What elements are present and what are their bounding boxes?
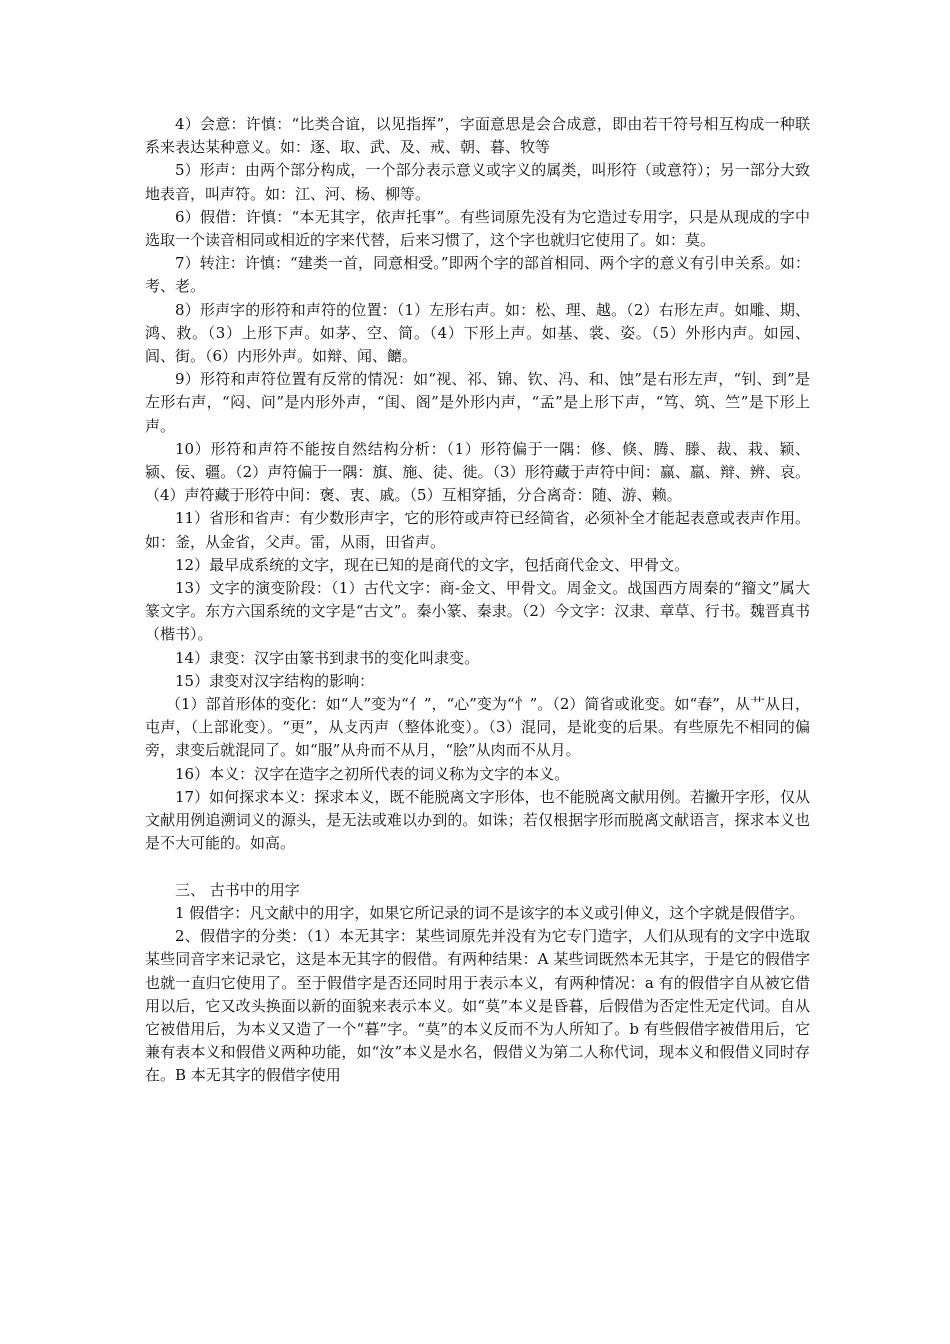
paragraph-17: 17）如何探求本义：探求本义，既不能脱离文字形体，也不能脱离文献用例。若撇开字形，仅从文献用例追溯词义的源头，是无法或难以办到的。如诛；若仅根据字形而脱离文献语言，探求本义也是不大可能的。如高。	[145, 787, 810, 853]
paragraph-14: 14）隶变：汉字由篆书到隶书的变化叫隶变。	[175, 648, 480, 667]
paragraph-13: 13）文字的演变阶段：（1）古代文字：商-金文、甲骨文。周金文。战国西方周秦的“籀文”属大篆文字。东方六国系统的文字是“古文”。秦小篆、秦隶。（2）今文字：汉隶、章草、行书。魏晋真书（楷书）。	[145, 579, 810, 644]
paragraph-6: 6）假借：许慎：“本无其字，依声托事”。有些词原先没有为它造过专用字，只是从现成的字中选取一个读音相同或相近的字来代替，后来习惯了，这个字也就归它使用了。如：莫。	[145, 207, 810, 250]
paragraph-9: 9）形符和声符位置有反常的情况：如“视、祁、锦、钦、冯、和、蚀”是右形左声，“钊、到”是左形右声，“闷、问”是内形外声，“闺、阁”是外形内声，“孟”是上形下声，“笃、筑、竺”是下形上声。	[145, 370, 810, 435]
paragraph-4: 4）会意：许慎：“比类合谊，以见指挥”，字面意思是会合成意，即由若干符号相互构成一种联系来表达某种意义。如：逐、取、武、及、戒、朝、暮、牧等	[145, 115, 810, 157]
section-paragraph-1: 1 假借字：凡文献中的用字，如果它所记录的词不是该字的本义或引伸义，这个字就是假借字。	[175, 903, 805, 922]
document-page	[145, 113, 810, 1088]
paragraph-12: 12）最早成系统的文字，现在已知的是商代的文字，包括商代金文、甲骨文。	[175, 555, 690, 574]
paragraph-16: 16）本义：汉字在造字之初所代表的词义称为文字的本义。	[175, 764, 570, 783]
paragraph-7: 7）转注：许慎：“建类一首，同意相受。”即两个字的部首相同、两个字的意义有引申关系。如：考、老。	[145, 254, 810, 296]
paragraph-10: 10）形符和声符不能按自然结构分析：（1）形符偏于一隅：修、倏、腾、滕、裁、栽、颖、颍、佞、疆。（2）声符偏于一隅：旗、施、徒、徙。（3）形符藏于声符中间：赢、羸、辩、辨、哀。（4）声符藏于形符中间：褒、衷、戚。（5）互相穿插，分合离奇：随、游、赖。	[145, 439, 810, 505]
paragraph-15: 15）隶变对汉字结构的影响：	[175, 671, 375, 690]
paragraph-8: 8）形声字的形符和声符的位置：（1）左形右声。如：松、理、越。（2）右形左声。如雕、期、鸿、救。（3）上形下声。如茅、空、简。（4）下形上声。如基、裳、姿。（5）外形内声。如园、闾、街。（6）内形外声。如辩、闻、饝。	[145, 300, 810, 366]
section-paragraph-2: 2、假借字的分类：（1）本无其字：某些词原先并没有为它专门造字，人们从现有的文字中选取某些同音字来记录它，这是本无其字的假借。有两种结果：A 某些词既然本无其字，于是它的假借字也就一直归它使用了。至于假借字是否还同时用于表示本义，有两种情况：a 有的假借字自从被它借用以后，它又改头换面以新的面貌来表示本义。如“莫”本义是昏暮，后假借为否定性无定代词。自从它被借用后，为本义又造了一个“暮”字。“莫”的本义反而不为人所知了。b 有些假借字被借用后，它兼有表本义和假借义两种功能，如“汝”本义是水名，假借义为第二人称代词，现本义和假借义同时存在。B 本无其字的假借字使用	[145, 927, 810, 1085]
paragraph-11: 11）省形和省声：有少数形声字，它的形符或声符已经简省，必须补全才能起表意或表声作用。如：釜，从金省，父声。雷，从雨，田省声。	[145, 509, 810, 551]
section-heading: 三、 古书中的用字	[175, 880, 300, 899]
paragraph-5: 5）形声：由两个部分构成，一个部分表示意义或字义的属类，叫形符（或意符）；另一部分大致地表音，叫声符。如：江、河、杨、柳等。	[145, 161, 810, 203]
paragraph-15-detail: （1）部首形体的变化：如“人”变为“亻”，“心”变为“忄”。（2）简省或讹变。如“春”，从艹从日，屯声，（上部讹变）。“更”，从攴丙声（整体讹变）。（3）混同，是讹变的后果。有些原先不相同的偏旁，隶变后就混同了。如“服”从舟而不从月，“脍”从肉而不从月。	[145, 695, 810, 760]
